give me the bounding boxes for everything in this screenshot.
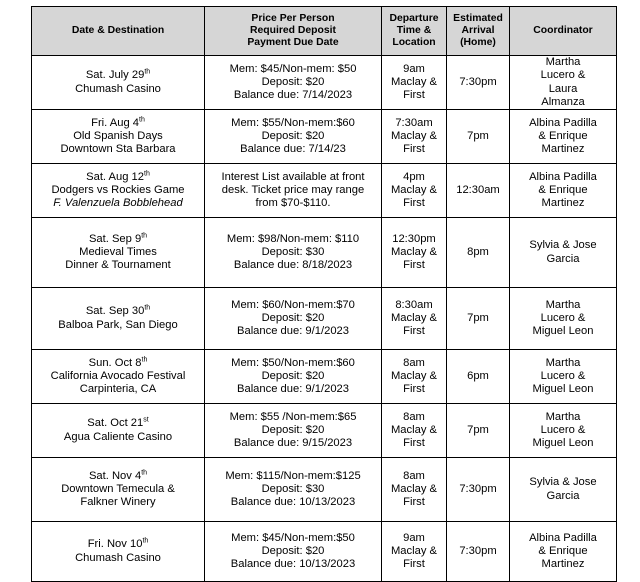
- trip-date-destination: [32, 218, 205, 288]
- trip-price: Mem: $45/Non-mem:$50 Deposit: $20 Balance due: 10/13/2023: [205, 522, 382, 582]
- header-date-destination: Date & Destination: [32, 7, 205, 56]
- trip-date-destination: [32, 458, 205, 522]
- trip-date-destination: [32, 350, 205, 404]
- trip-date-destination: [32, 522, 205, 582]
- trip-destination: Agua Caliente Casino: [63, 430, 173, 443]
- date-ordinal-suffix: th: [144, 170, 150, 177]
- trip-departure: 12:30pm Maclay & First: [382, 218, 447, 288]
- trip-price: Mem: $45/Non-mem: $50 Deposit: $20 Balance due: 7/14/2023: [205, 56, 382, 110]
- header-row: [32, 7, 617, 56]
- date-ordinal-suffix: th: [141, 356, 148, 363]
- trip-arrival: 7:30pm: [447, 56, 510, 110]
- date-ordinal-suffix: th: [141, 232, 148, 239]
- header-price: Price Per Person Required Deposit Payment Due Date: [205, 7, 382, 56]
- trip-departure: 8am Maclay & First: [382, 350, 447, 404]
- trip-destination: Dinner & Tournament: [65, 259, 171, 272]
- trip-row: [32, 110, 617, 164]
- trip-note: F. Valenzuela Bobblehead: [53, 197, 183, 210]
- trip-date: Sat. Sep 30th: [85, 304, 151, 318]
- trip-departure: 9am Maclay & First: [382, 522, 447, 582]
- trip-arrival: 7pm: [447, 110, 510, 164]
- trip-coordinator: Albina Padilla & Enrique Martinez: [510, 164, 617, 218]
- trip-destination: Old Spanish Days: [73, 130, 163, 143]
- trip-price: Mem: $60/Non-mem:$70 Deposit: $20 Balance due: 9/1/2023: [205, 288, 382, 350]
- date-ordinal-suffix: th: [139, 116, 145, 123]
- trip-coordinator: Sylvia & Jose Garcia: [510, 218, 617, 288]
- trip-departure: 4pm Maclay & First: [382, 164, 447, 218]
- trip-row: [32, 218, 617, 288]
- date-ordinal-suffix: th: [142, 537, 149, 545]
- trip-date: Sat. Oct 21st: [87, 416, 149, 430]
- trip-arrival: 7pm: [447, 288, 510, 350]
- trip-date: Fri. Nov 10th: [87, 537, 149, 551]
- trip-departure: 9am Maclay & First: [382, 56, 447, 110]
- trip-coordinator: Sylvia & Jose Garcia: [510, 458, 617, 522]
- trip-arrival: 7pm: [447, 404, 510, 458]
- trips-table: [31, 6, 617, 582]
- trip-coordinator: Albina Padilla & Enrique Martinez: [510, 110, 617, 164]
- trip-price: Mem: $55/Non-mem:$60 Deposit: $20 Balance due: 7/14/23: [205, 110, 382, 164]
- trip-destination: Carpinteria, CA: [79, 383, 157, 396]
- trip-price: Interest List available at front desk. Ticket price may range from $70-$110.: [205, 164, 382, 218]
- trip-price: Mem: $50/Non-mem:$60 Deposit: $20 Balance due: 9/1/2023: [205, 350, 382, 404]
- trip-row: [32, 164, 617, 218]
- trip-row: [32, 522, 617, 582]
- trip-date-destination: [32, 56, 205, 110]
- trip-arrival: 7:30pm: [447, 522, 510, 582]
- date-ordinal-suffix: th: [141, 469, 148, 476]
- trip-coordinator: Albina Padilla & Enrique Martinez: [510, 522, 617, 582]
- trip-date-destination: [32, 288, 205, 350]
- trip-date-destination: [32, 404, 205, 458]
- trip-departure: 8am Maclay & First: [382, 458, 447, 522]
- trip-departure: 8:30am Maclay & First: [382, 288, 447, 350]
- trip-coordinator: Martha Lucero & Miguel Leon: [510, 350, 617, 404]
- trip-date-destination: [32, 110, 205, 164]
- trip-date: Sat. July 29th: [85, 68, 151, 82]
- trip-date: Sun. Oct 8th: [88, 356, 148, 369]
- trips-body: [32, 56, 617, 582]
- trip-destination: Balboa Park, San Diego: [58, 318, 178, 331]
- trip-price: Mem: $98/Non-mem: $110 Deposit: $30 Balance due: 8/18/2023: [205, 218, 382, 288]
- trip-arrival: 8pm: [447, 218, 510, 288]
- trip-coordinator: Martha Lucero & Laura Almanza: [510, 56, 617, 110]
- trip-row: [32, 56, 617, 110]
- trip-destination: Falkner Winery: [80, 496, 156, 509]
- trip-row: [32, 288, 617, 350]
- trip-destination: Chumash Casino: [75, 82, 161, 95]
- header-coordinator: Coordinator: [510, 7, 617, 56]
- trip-date: Sat. Nov 4th: [88, 469, 148, 482]
- trip-departure: 8am Maclay & First: [382, 404, 447, 458]
- trip-arrival: 6pm: [447, 350, 510, 404]
- trip-destination: California Avocado Festival: [50, 370, 186, 383]
- trip-arrival: 12:30am: [447, 164, 510, 218]
- date-ordinal-suffix: th: [144, 68, 151, 76]
- trip-departure: 7:30am Maclay & First: [382, 110, 447, 164]
- trip-date: Sat. Aug 12th: [86, 170, 150, 183]
- header-departure: Departure Time & Location: [382, 7, 447, 56]
- date-ordinal-suffix: th: [144, 304, 151, 312]
- date-ordinal-suffix: st: [143, 416, 149, 424]
- trip-destination: Dodgers vs Rockies Game: [51, 184, 185, 197]
- trip-date: Fri. Aug 4th: [91, 116, 145, 129]
- trip-coordinator: Martha Lucero & Miguel Leon: [510, 288, 617, 350]
- trip-price: Mem: $115/Non-mem:$125 Deposit: $30 Balance due: 10/13/2023: [205, 458, 382, 522]
- trip-destination: Downtown Temecula &: [61, 483, 175, 496]
- trip-destination: Chumash Casino: [75, 551, 161, 564]
- trip-destination: Medieval Times: [79, 246, 157, 259]
- header-arrival: Estimated Arrival (Home): [447, 7, 510, 56]
- trip-destination: Downtown Sta Barbara: [60, 143, 176, 156]
- trip-date: Sat. Sep 9th: [88, 232, 148, 245]
- trip-date-destination: [32, 164, 205, 218]
- trip-row: [32, 404, 617, 458]
- trip-row: [32, 458, 617, 522]
- trip-price: Mem: $55 /Non-mem:$65 Deposit: $20 Balance due: 9/15/2023: [205, 404, 382, 458]
- trip-coordinator: Martha Lucero & Miguel Leon: [510, 404, 617, 458]
- trip-arrival: 7:30pm: [447, 458, 510, 522]
- trip-row: [32, 350, 617, 404]
